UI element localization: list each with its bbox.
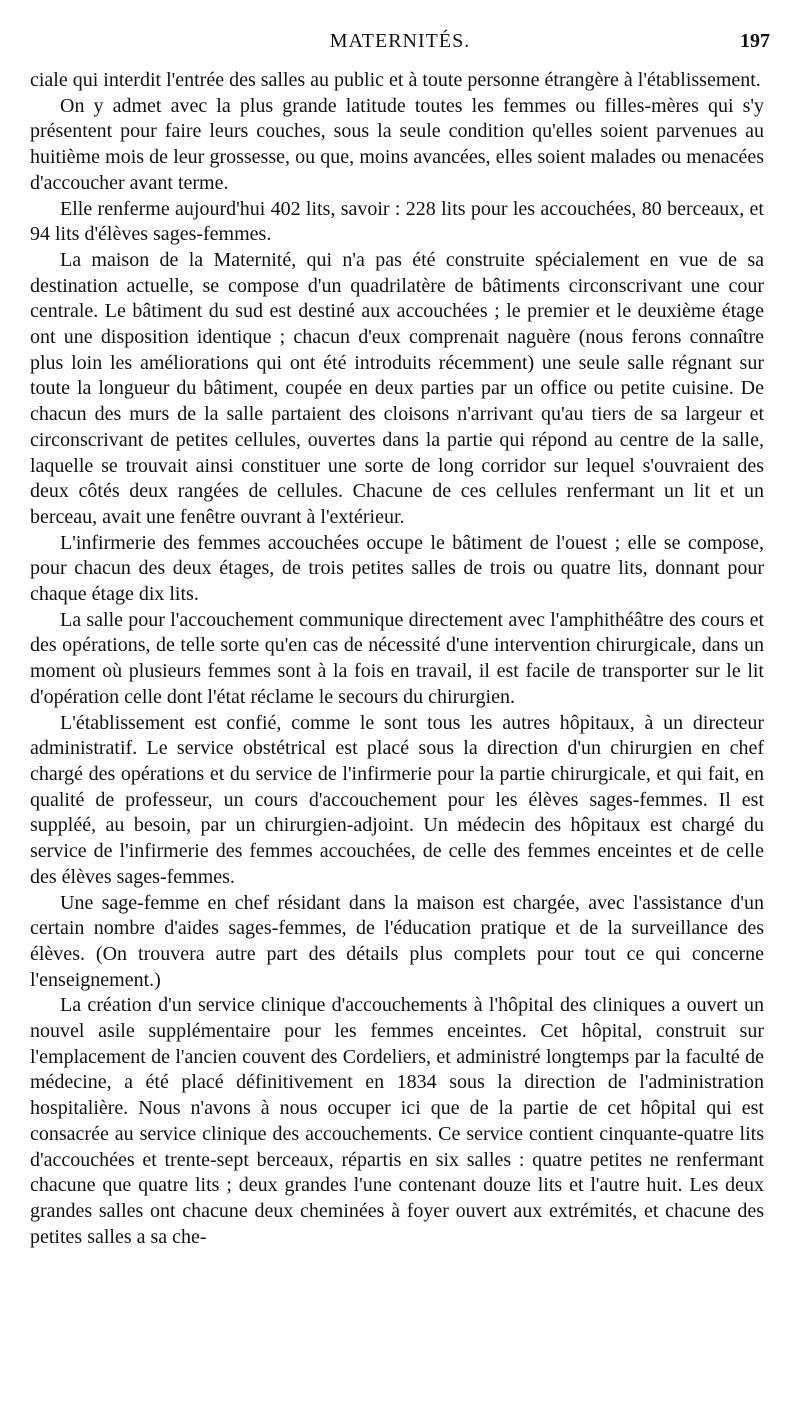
paragraph-continuation: ciale qui interdit l'entrée des salles au public et à toute personne étrangère à l'établissement. — [30, 69, 761, 91]
paragraph-infirmary: L'infirmerie des femmes accouchées occupe le bâtiment de l'ouest ; elle se compose, pour chacun des deux étages, de trois petites salles de trois ou quatre lits, donnant pour chaque étage dix lits. — [30, 531, 764, 606]
paragraph-bed-count: Elle renferme aujourd'hui 402 lits, savoir : 228 lits pour les accouchées, 80 berceaux, et 94 lits d'élèves sages-femmes. — [30, 197, 764, 246]
running-title: MATERNITÉS. — [329, 30, 471, 52]
paragraph-delivery-room: La salle pour l'accouchement communique directement avec l'amphithéâtre des cours et des opérations, de telle sorte qu'en cas de nécessité d'une intervention chirurgicale, dans un moment où plusieurs femmes sont à la fois en travail, il est facile de transporter sur le lit d'opération celle dont l'état réclame le secours du chirurgien. — [30, 608, 764, 708]
running-head — [30, 30, 770, 60]
body-text — [30, 68, 764, 1403]
paragraph-admission: On y admet avec la plus grande latitude toutes les femmes ou filles-mères qui s'y présentent pour faire leurs couches, sous la seule condition qu'elles soient parvenues au huitième mois de leur grossesse, ou que, moins avancées, elles soient malades ou menacées d'accoucher avant terme. — [30, 94, 764, 194]
paragraph-head-midwife: Une sage-femme en chef résidant dans la maison est chargée, avec l'assistance d'un certain nombre d'aides sages-femmes, de l'éducation pratique et de la surveillance des élèves. (On trouvera autre part des détails plus complets pour tout ce qui concerne l'enseignement.) — [30, 891, 764, 991]
paragraph-administration: L'établissement est confié, comme le sont tous les autres hôpitaux, à un directeur administratif. Le service obstétrical est placé sous la direction d'un chirurgien en chef chargé des opérations et du service de l'infirmerie pour la partie chirurgicale, et qui fait, en qualité de professeur, un cours d'accouchement pour les élèves sages-femmes. Il est suppléé, au besoin, par un chirurgien-adjoint. Un médecin des hôpitaux est chargé du service de l'infirmerie des femmes accouchées, de celle des femmes enceintes et de celle des élèves sages-femmes. — [30, 711, 764, 888]
paragraph-building-layout: La maison de la Maternité, qui n'a pas été construite spécialement en vue de sa destination actuelle, se compose d'un quadrilatère de bâtiments circonscrivant une cour centrale. Le bâtiment du sud est destiné aux accouchées ; le premier et le deuxième étage ont une disposition identique ; chacun d'eux comprenait naguère (nous ferons connaître plus loin les améliorations qui ont été introduits récemment) une seule salle régnant sur toute la longueur du bâtiment, coupée en deux parties par un office ou petite cuisine. De chacun des murs de la salle partaient des cloisons n'arrivant qu'au tiers de sa largeur et circonscrivant de petites cellules, ouvertes dans la partie qui répond au centre de la salle, laquelle se trouvait ainsi constituer une sorte de long corridor sur lequel s'ouvraient des deux côtés deux rangées de cellules. Chacune de ces cellules renfermant un lit et un berceau, avait une fenêtre ouvrant à l'extérieur. — [30, 248, 764, 528]
page-number: 197 — [740, 30, 770, 52]
paragraph-clinical-service: La création d'un service clinique d'accouchements à l'hôpital des cliniques a ouvert un nouvel asile supplémentaire pour les femmes enceintes. Cet hôpital, construit sur l'emplacement de l'ancien couvent des Cordeliers, et administré longtemps par la faculté de médecine, a été placé définitivement en 1834 sous la direction de l'administration hospitalière. Nous n'avons à nous occuper ici que de la partie de cet hôpital qui est consacrée au service clinique des accouchements. Ce service contient cinquante-quatre lits d'accouchées et trente-sept berceaux, répartis en six salles : quatre petites ne renfermant chacune que quatre lits ; deux grandes l'une contenant douze lits et l'autre huit. Les deux grandes salles ont chacune deux cheminées à foyer ouvert aux extrémités, et chacune des petites salles a sa che- — [30, 994, 764, 1248]
